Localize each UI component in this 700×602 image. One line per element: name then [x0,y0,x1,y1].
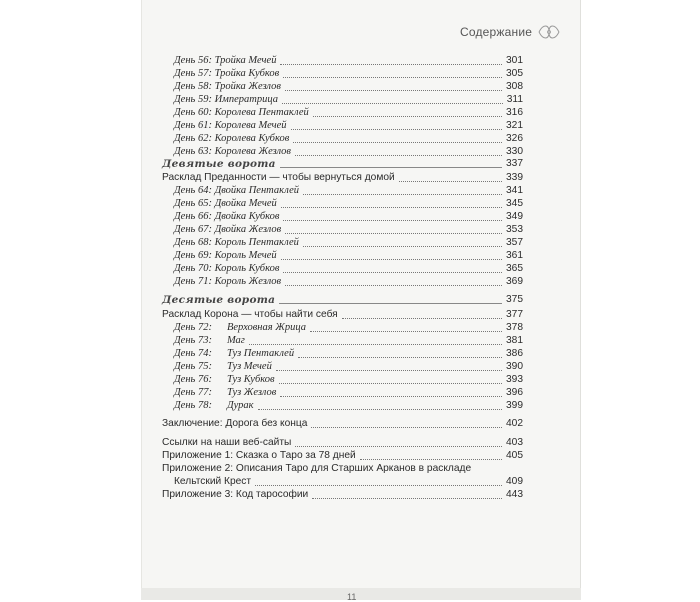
toc-entry[interactable]: День 65: Двойка Мечей 345 [174,198,523,209]
toc-entry[interactable]: День 62: Королева Кубков 326 [174,133,523,144]
toc-section-heading[interactable]: Девятые ворота 337 [162,158,523,170]
toc-entry[interactable]: Ссылки на наши веб-сайты 403 [162,437,523,448]
toc-entry[interactable]: Заключение: Дорога без конца 402 [162,418,523,429]
toc-entry[interactable]: День 68: Король Пентаклей 357 [174,237,523,248]
toc-entry[interactable]: Приложение 1: Сказка о Таро за 78 дней 405 [162,450,523,461]
toc-entry[interactable]: День 67: Двойка Жезлов 353 [174,224,523,235]
toc-entry[interactable]: День 66: Двойка Кубков 349 [174,211,523,222]
toc-entry-continuation[interactable]: Кельтский Крест 409 [174,476,523,487]
toc-entry[interactable]: Расклад Корона — чтобы найти себя 377 [162,309,523,320]
toc-entry[interactable]: День 70: Король Кубков 365 [174,263,523,274]
toc-entry[interactable]: День 69: Король Мечей 361 [174,250,523,261]
header-title: Содержание [460,25,533,39]
toc-entry[interactable]: День 60: Королева Пентаклей 316 [174,107,523,118]
toc-entry[interactable]: Приложение 2: Описания Таро для Старших Арканов в раскладе [162,463,472,474]
toc-entry[interactable]: День 56: Тройка Мечей 301 [174,55,523,66]
toc-entry[interactable]: Приложение 3: Код тарософии 443 [162,489,523,500]
toc-entry[interactable]: День 74: Туз Пентаклей 386 [174,348,523,359]
toc-entry[interactable]: День 77: Туз Жезлов 396 [174,387,523,398]
toc-entry[interactable]: День 63: Королева Жезлов 330 [174,146,523,157]
toc-entry[interactable]: День 73: Маг 381 [174,335,523,346]
toc-entry[interactable]: День 76: Туз Кубков 393 [174,374,523,385]
toc-entry[interactable]: День 64: Двойка Пентаклей 341 [174,185,523,196]
toc-entry[interactable]: День 71: Король Жезлов 369 [174,276,523,287]
toc-entry[interactable]: Расклад Преданности — чтобы вернуться домой 339 [162,172,523,183]
toc-entry[interactable]: День 61: Королева Мечей 321 [174,120,523,131]
toc-entry[interactable]: День 59: Императрица 311 [174,94,523,105]
toc-entry[interactable]: День 78: Дурак 399 [174,400,523,411]
toc-entry[interactable]: День 75: Туз Мечей 390 [174,361,523,372]
toc-entry[interactable]: День 57: Тройка Кубков 305 [174,68,523,79]
toc-entry[interactable]: День 72: Верховная Жрица 378 [174,322,523,333]
toc-entry[interactable]: День 58: Тройка Жезлов 308 [174,81,523,92]
toc-section-heading[interactable]: Десятые ворота 375 [162,294,523,306]
page-number: 11 [347,592,357,602]
